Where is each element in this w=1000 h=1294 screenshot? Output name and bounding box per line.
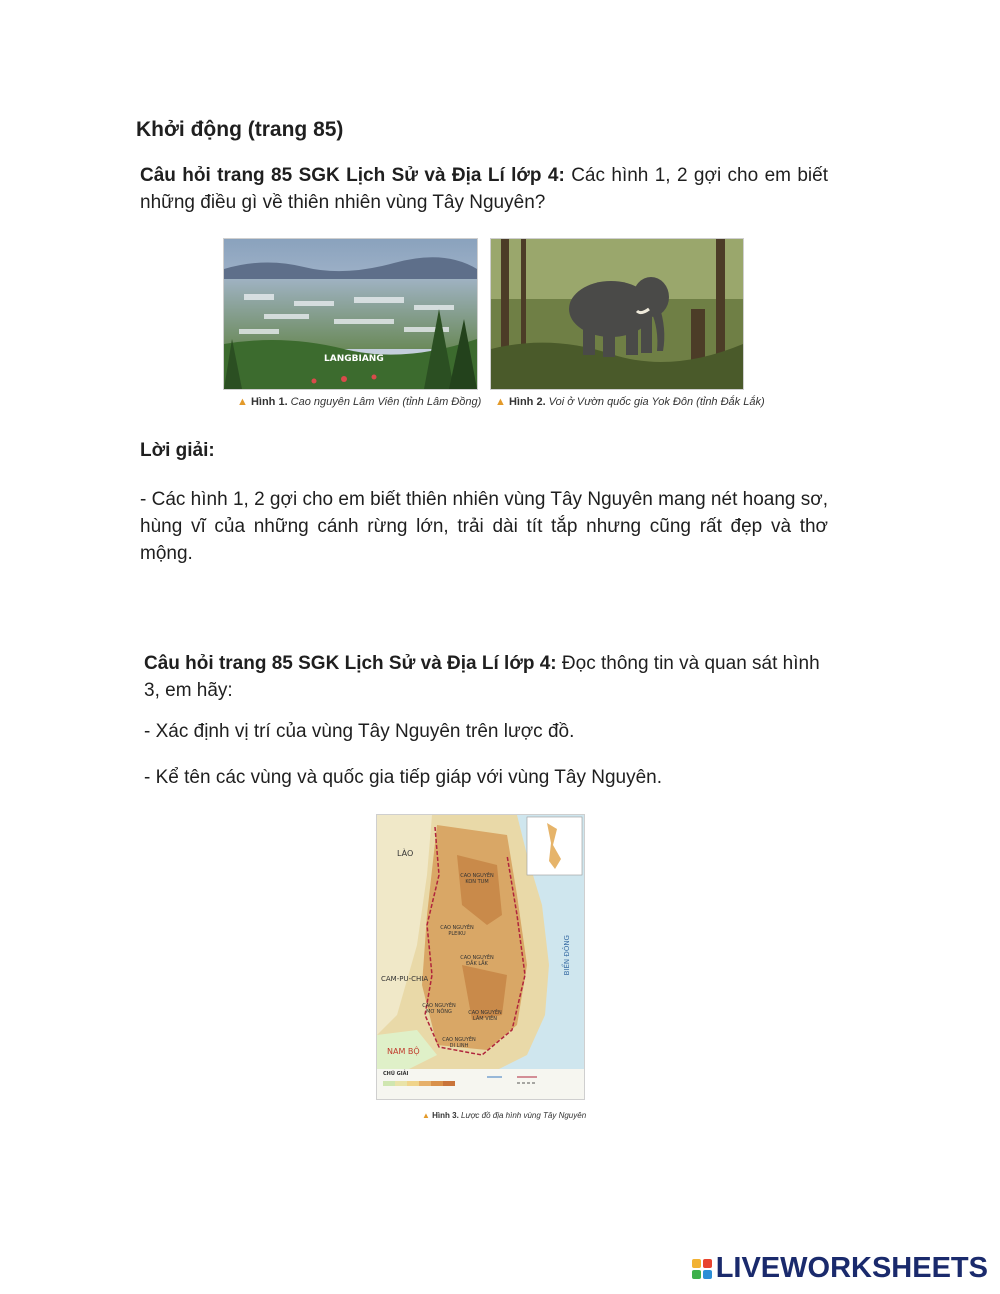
figure-1-caption [237,396,481,408]
map-label-campuchia: CAM-PU-CHIA [381,975,429,983]
section-heading: Khởi động (trang 85) [136,118,344,141]
liveworksheets-logo-text: LIVEWORKSHEETS [715,1252,988,1284]
figure-3-map [376,814,585,1100]
figure-3-caption [422,1111,586,1120]
figure-2-caption [495,396,765,408]
bullet-item: - Xác định vị trí của vùng Tây Nguyên trên lược đồ. [144,721,575,742]
logo-square [692,1259,701,1268]
map-label-kontum: CAO NGUYÊN KON TUM [460,873,494,885]
bullet-item: - Kể tên các vùng và quốc gia tiếp giáp với vùng Tây Nguyên. [144,767,663,788]
figure-3-caption-text: Lược đồ địa hình vùng Tây Nguyên [458,1111,587,1120]
langbiang-sign-text: LANGBIANG [324,354,384,364]
triangle-icon: ▲ [495,396,506,408]
logo-square [692,1270,701,1279]
question-2-text: Đọc thông tin và quan sát hình 3, em hãy: [144,653,820,701]
figure-2-caption-label: Hình 2. [508,396,546,408]
liveworksheets-logo[interactable] [692,1252,988,1285]
map-label-dilinh: CAO NGUYÊN DI LINH [442,1037,476,1049]
map-label-monong: CAO NGUYÊN MƠ NÔNG [422,1003,456,1015]
figure-1-caption-label: Hình 1. [250,396,288,408]
map-label-daklak: CAO NGUYÊN ĐẮK LẮK [460,955,494,967]
solution-title: Lời giải: [140,440,215,461]
question-2 [144,650,824,704]
question-1 [140,162,828,216]
logo-square [703,1259,712,1268]
figure-3-caption-label: Hình 3. [432,1111,459,1120]
question-1-label: Câu hỏi trang 85 SGK Lịch Sử và Địa Lí lớp 4: [140,165,565,186]
figure-2-caption-text: Voi ở Vườn quốc gia Yok Đôn (tỉnh Đắk Lắk) [545,396,765,408]
figure-1-image [223,238,478,390]
map-legend-title: CHÚ GIẢI [383,1071,409,1077]
elephant-forest-image [491,239,743,389]
triangle-icon: ▲ [237,396,248,408]
triangle-icon: ▲ [422,1111,430,1120]
liveworksheets-logo-icon [692,1259,712,1279]
map-label-lamvien: CAO NGUYÊN LÂM VIÊN [468,1010,502,1022]
highland-landscape-image [224,239,477,389]
map-label-biendong: BIỂN ĐÔNG [563,935,571,976]
question-2-label: Câu hỏi trang 85 SGK Lịch Sử và Địa Lí lớp 4: [144,653,557,674]
figure-1-caption-text: Cao nguyên Lâm Viên (tỉnh Lâm Đồng) [287,396,482,408]
map-label-lao: LÀO [397,849,414,858]
map-label-nambo: NAM BỘ [387,1047,420,1056]
map-label-pleiku: CAO NGUYÊN PLEIKU [440,925,474,937]
solution-text: - Các hình 1, 2 gợi cho em biết thiên nhiên vùng Tây Nguyên mang nét hoang sơ, hùng vĩ của những cánh rừng lớn, trải dài tít tắp nhưng cũng rất đẹp và thơ mộng. [140,489,828,564]
question-1-text: Các hình 1, 2 gợi cho em biết những điều gì về thiên nhiên vùng Tây Nguyên? [140,165,828,213]
logo-square [703,1270,712,1279]
figure-2-image [490,238,744,390]
